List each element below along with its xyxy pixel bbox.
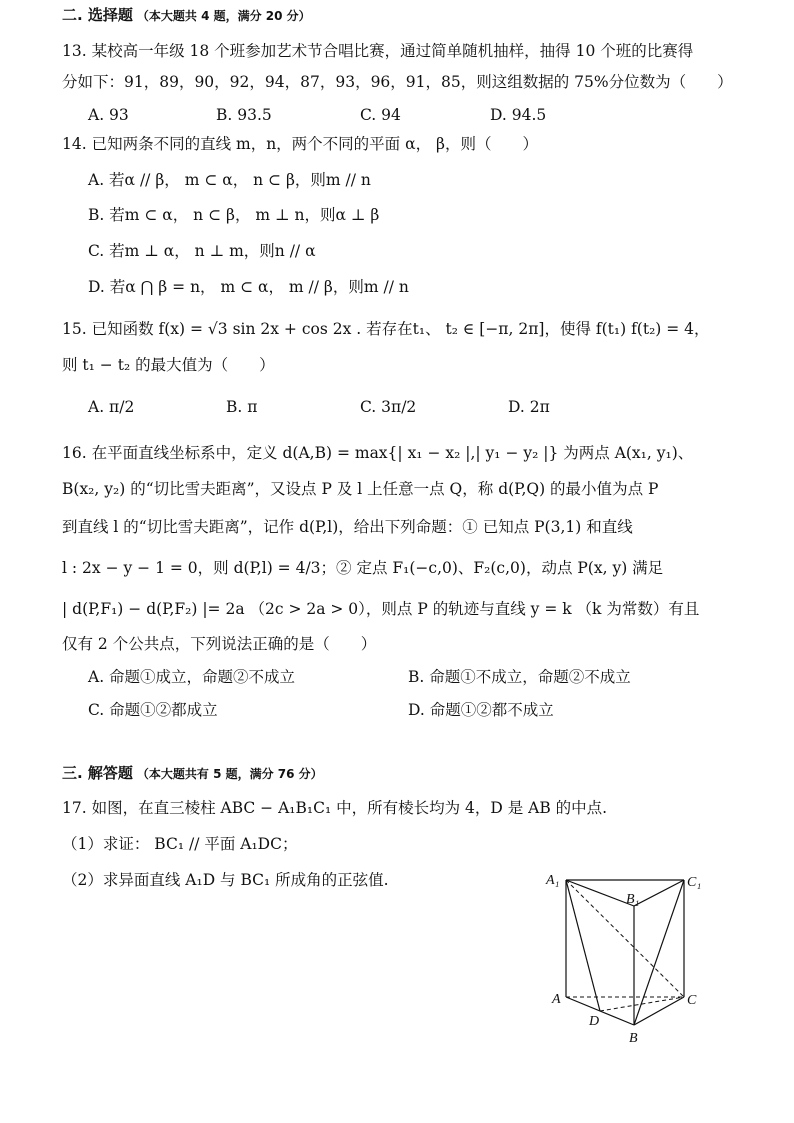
- label-c: C: [687, 993, 697, 1008]
- q13-line-2: 分如下：91，89，90，92，94，87，93，96，91，85，则这组数据的 75%分位数为（ ）: [62, 73, 733, 91]
- q15-option-d: D. 2π: [508, 398, 550, 416]
- q16-line-4: l : 2x − y − 1 = 0，则 d(P,l) = 4/3；② 定点 F₁(−c,0)、F₂(c,0)，动点 P(x, y) 满足: [62, 559, 664, 577]
- q15-option-c: C. 3π/2: [360, 398, 417, 416]
- label-b1: B₁: [626, 892, 640, 907]
- q16-option-c: C. 命题①②都成立: [88, 701, 218, 719]
- q16-line-3: 到直线 l 的“切比雪夫距离”，记作 d(P,l)，给出下列命题：① 已知点 P(3,1) 和直线: [62, 518, 633, 536]
- q14-option-d: D. 若α ⋂ β = n， m ⊂ α， m // β，则m // n: [88, 278, 409, 296]
- q16-option-a: A. 命题①成立，命题②不成立: [88, 668, 296, 686]
- q15-option-a: A. π/2: [88, 398, 135, 416]
- q15-line-2: 则 t₁ − t₂ 的最大值为（ ）: [62, 356, 275, 374]
- q13-option-c: C. 94: [360, 106, 401, 124]
- segment-a1-d: [566, 880, 600, 1011]
- q17-stem: 17. 如图，在直三棱柱 ABC − A₁B₁C₁ 中，所有棱长均为 4，D 是 AB 的中点.: [62, 799, 608, 817]
- q13-option-d: D. 94.5: [490, 106, 547, 124]
- q17-part-1: （1）求证： BC₁ // 平面 A₁DC；: [62, 835, 298, 853]
- section-3-title: 三. 解答题: [62, 764, 133, 782]
- label-c1: C₁: [687, 875, 702, 890]
- section-2-note: （本大题共 4 题，满分 20 分）: [136, 9, 311, 23]
- q16-line-6: 仅有 2 个公共点，下列说法正确的是（ ）: [62, 635, 377, 653]
- q17-part-2: （2）求异面直线 A₁D 与 BC₁ 所成角的正弦值.: [62, 871, 389, 889]
- label-a: A: [552, 992, 561, 1007]
- q15-option-b: B. π: [226, 398, 258, 416]
- hidden-segment-a1-c: [566, 880, 684, 997]
- q16-line-5: | d(P,F₁) − d(P,F₂) |= 2a （2c > 2a > 0），则点 P 的轨迹与直线 y = k （k 为常数）有且: [62, 600, 700, 618]
- q14-option-a: A. 若α // β， m ⊂ α， n ⊂ β，则m // n: [88, 171, 371, 189]
- q13-option-b: B. 93.5: [216, 106, 272, 124]
- label-a1: A₁: [546, 873, 560, 888]
- q14-stem: 14. 已知两条不同的直线 m，n，两个不同的平面 α， β，则（ ）: [62, 135, 538, 153]
- section-2-title: 二. 选择题: [62, 6, 133, 24]
- edge-a1-b1: [566, 880, 634, 906]
- q16-line-2: B(x₂, y₂) 的“切比雪夫距离”，又设点 P 及 l 上任意一点 Q，称 d(P,Q) 的最小值为点 P: [62, 480, 659, 498]
- q13-line-1: 13. 某校高一年级 18 个班参加艺术节合唱比赛，通过简单随机抽样，抽得 10 个班的比赛得: [62, 42, 694, 60]
- section-3-note: （本大题共有 5 题，满分 76 分）: [136, 767, 323, 781]
- label-b: B: [629, 1031, 638, 1046]
- q16-option-b: B. 命题①不成立，命题②不成立: [408, 668, 631, 686]
- q14-option-c: C. 若m ⊥ α， n ⊥ m，则n // α: [88, 242, 316, 260]
- q13-option-a: A. 93: [88, 106, 129, 124]
- q15-line-1: 15. 已知函数 f(x) = √3 sin 2x + cos 2x . 若存在t₁、 t₂ ∈ [−π, 2π]，使得 f(t₁) f(t₂) = 4，: [62, 320, 710, 338]
- q16-line-1: 16. 在平面直线坐标系中，定义 d(A,B) = max{| x₁ − x₂ |,| y₁ − y₂ |} 为两点 A(x₁, y₁)、: [62, 444, 694, 462]
- q14-option-b: B. 若m ⊂ α， n ⊂ β， m ⊥ n，则α ⊥ β: [88, 206, 380, 224]
- label-d: D: [589, 1014, 600, 1029]
- q16-option-d: D. 命题①②都不成立: [408, 701, 554, 719]
